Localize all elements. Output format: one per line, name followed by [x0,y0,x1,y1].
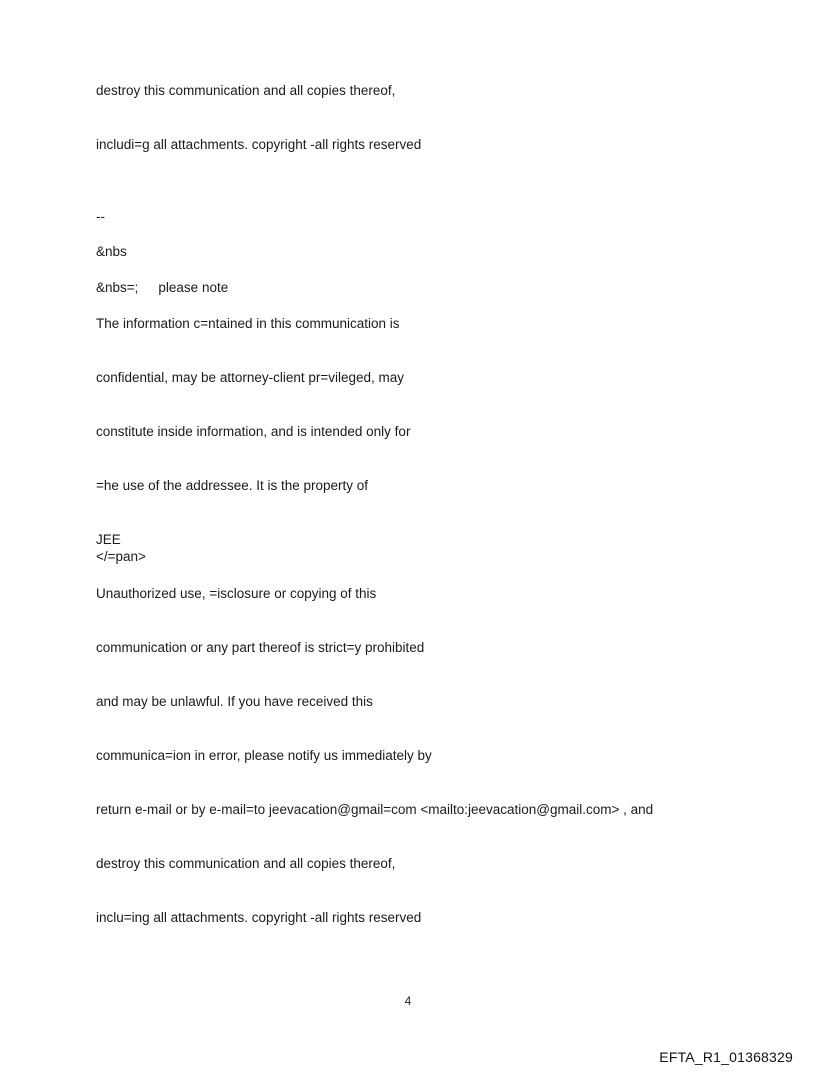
disclaimer-line: The information c=ntained in this communication is [96,316,400,331]
text-line: </=pan> [96,549,146,564]
please-note-text: please note [158,280,229,295]
closing-span-tag [96,512,146,602]
disclaimer-line: Unauthorized use, =isclosure or copying of this [96,586,377,601]
disclaimer-line: and may be unlawful. If you have received this [96,694,373,709]
disclaimer-line: destroy this communication and all copies thereof, [96,856,396,871]
bates-number: EFTA_R1_01368329 [659,1049,793,1065]
disclaimer-line: communication or any part thereof is strict=y prohibited [96,640,425,655]
disclaimer-line: communica=ion in error, please notify us immediately by [96,748,432,763]
disclaimer-line: confidential, may be attorney-client pr=vileged, may [96,370,405,385]
page-number: 4 [404,994,412,1008]
text-line: includi=g all attachments. copyright -all rights reserved [96,137,422,152]
disclaimer-line: constitute inside information, and is intended only for [96,424,411,439]
text-line: destroy this communication and all copies thereof, [96,83,396,98]
nbs-entity-prefix: &nbs=; [96,280,139,295]
text-line: &nbs [96,244,127,259]
text-line: -- [96,209,105,224]
disclaimer-paragraph [96,279,653,963]
disclaimer-line: =he use of the addressee. It is the property of [96,478,369,493]
disclaimer-line: JEE [96,532,121,547]
disclaimer-line: return e-mail or by e-mail=to jeevacation@gmail=com <mailto:jeevacation@gmail.com> , and [96,802,654,817]
email-footer-fragment [96,46,421,190]
disclaimer-line: inclu=ing all attachments. copyright -all rights reserved [96,910,422,925]
